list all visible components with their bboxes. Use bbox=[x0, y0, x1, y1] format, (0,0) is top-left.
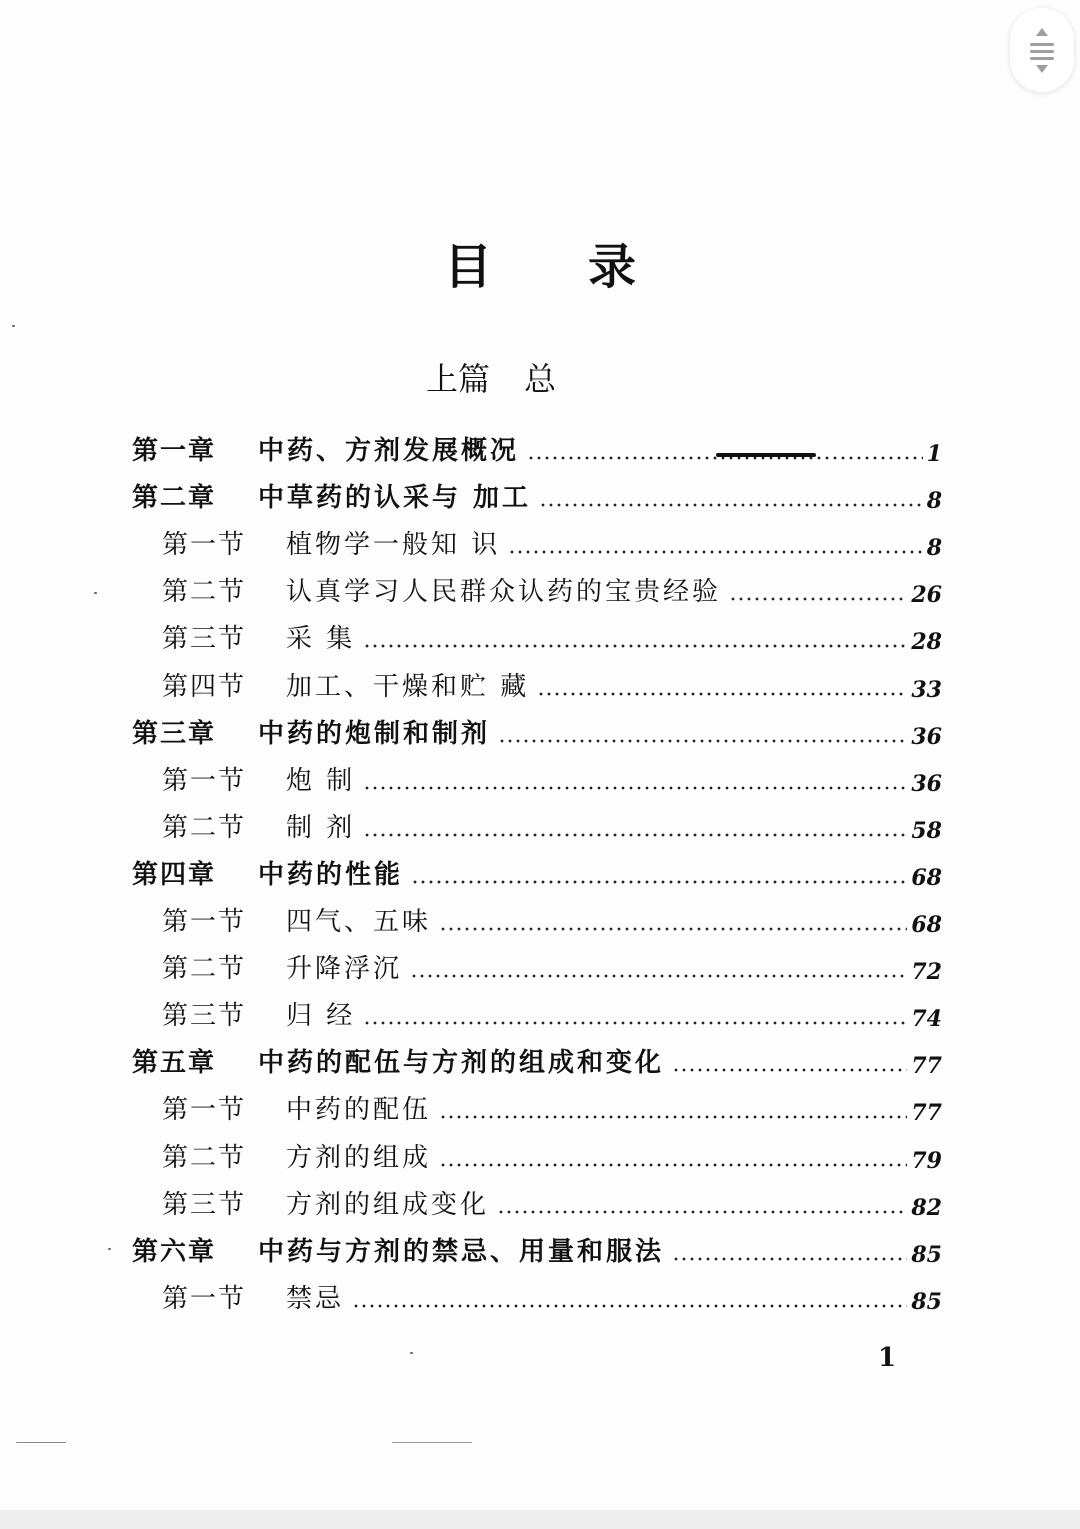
toc-section-row bbox=[162, 522, 942, 569]
toc-page-number: 77 bbox=[911, 1053, 942, 1079]
section-title: 归 经 bbox=[286, 1001, 356, 1031]
toc-section-row bbox=[162, 899, 942, 946]
dot-leader bbox=[497, 1210, 907, 1214]
toc-page-number: 8 bbox=[926, 488, 942, 514]
section-title: 采 集 bbox=[286, 624, 356, 654]
toc-page-number: 82 bbox=[911, 1195, 942, 1221]
dot-leader bbox=[410, 974, 907, 978]
dot-leader bbox=[729, 597, 907, 601]
chapter-number: 第四章 bbox=[132, 860, 217, 890]
page-title bbox=[0, 228, 1080, 298]
section-title: 四气、五味 bbox=[286, 907, 432, 937]
section-number: 第一节 bbox=[162, 530, 247, 560]
toc-page-number: 36 bbox=[911, 724, 942, 750]
toc-page-number: 58 bbox=[911, 818, 942, 844]
section-title: 禁忌 bbox=[286, 1284, 345, 1314]
section-number: 第二节 bbox=[162, 954, 247, 984]
dot-leader bbox=[363, 786, 907, 790]
toc-page-number: 8 bbox=[926, 535, 942, 561]
toc-page-number: 1 bbox=[926, 441, 942, 467]
section-title: 中药的配伍 bbox=[286, 1095, 432, 1125]
scan-speck bbox=[94, 592, 97, 594]
viewer-bottom-strip bbox=[0, 1510, 1080, 1529]
dot-leader bbox=[439, 927, 907, 931]
toc-page-number: 85 bbox=[911, 1242, 942, 1268]
scan-speck bbox=[12, 325, 15, 327]
section-number: 第一节 bbox=[162, 1095, 247, 1125]
toc-page-number: 33 bbox=[911, 677, 942, 703]
chapter-title: 中药、方剂发展概况 bbox=[258, 436, 520, 466]
dot-leader bbox=[539, 503, 923, 507]
toc-section-row bbox=[162, 1087, 942, 1134]
toc-page-number: 72 bbox=[911, 959, 942, 985]
dot-leader bbox=[672, 1068, 907, 1072]
section-title: 认真学习人民群众认药的宝贵经验 bbox=[286, 577, 722, 607]
toc-chapter-row bbox=[132, 852, 942, 899]
scan-speck bbox=[410, 1352, 413, 1354]
chapter-number: 第三章 bbox=[132, 719, 217, 749]
section-number: 第三节 bbox=[162, 1001, 247, 1031]
section-number: 第一节 bbox=[162, 1284, 247, 1314]
section-number: 第二节 bbox=[162, 577, 247, 607]
toc-chapter-row bbox=[132, 475, 942, 522]
part-title-suffix: 总 bbox=[524, 360, 557, 398]
scroll-handle-button[interactable] bbox=[1010, 8, 1074, 92]
section-number: 第二节 bbox=[162, 813, 247, 843]
chapter-number: 第五章 bbox=[132, 1048, 217, 1078]
toc-page-number: 36 bbox=[911, 771, 942, 797]
toc-page-number: 79 bbox=[911, 1148, 942, 1174]
section-number: 第四节 bbox=[162, 672, 247, 702]
section-number: 第一节 bbox=[162, 766, 247, 796]
chapter-title: 中草药的认采与 加工 bbox=[258, 483, 532, 513]
toc-chapter-row bbox=[132, 428, 942, 475]
toc-section-row bbox=[162, 946, 942, 993]
section-title: 方剂的组成变化 bbox=[286, 1190, 490, 1220]
chapter-number: 第一章 bbox=[132, 436, 217, 466]
dot-leader bbox=[498, 739, 907, 743]
toc-page-number: 74 bbox=[911, 1006, 942, 1032]
dot-leader bbox=[537, 692, 907, 696]
dot-leader bbox=[363, 1021, 907, 1025]
section-number: 第二节 bbox=[162, 1143, 247, 1173]
toc-page-number: 68 bbox=[911, 912, 942, 938]
toc-section-row bbox=[162, 616, 942, 663]
section-title: 升降浮沉 bbox=[286, 954, 403, 984]
scan-speck bbox=[16, 1442, 66, 1443]
page-title-char-2: 录 bbox=[588, 239, 637, 295]
dot-leader bbox=[672, 1257, 907, 1261]
toc-chapter-row bbox=[132, 1229, 942, 1276]
chapter-title: 中药的性能 bbox=[258, 860, 404, 890]
toc-page-number: 28 bbox=[911, 629, 942, 655]
scroll-handle-icon bbox=[1010, 8, 1074, 92]
toc-section-row bbox=[162, 805, 942, 852]
toc-chapter-row bbox=[132, 711, 942, 758]
page-title-char-1: 目 bbox=[444, 239, 493, 295]
chapter-number: 第六章 bbox=[132, 1237, 217, 1267]
toc-section-row bbox=[162, 1182, 942, 1229]
toc-section-row bbox=[162, 1276, 942, 1323]
chapter-title: 中药的配伍与方剂的组成和变化 bbox=[258, 1048, 665, 1078]
toc-section-row bbox=[162, 758, 942, 805]
toc-section-row bbox=[162, 664, 942, 711]
scan-speck bbox=[108, 1248, 111, 1250]
toc-section-row bbox=[162, 1135, 942, 1182]
section-number: 第一节 bbox=[162, 907, 247, 937]
section-number: 第三节 bbox=[162, 624, 247, 654]
chapter-number: 第二章 bbox=[132, 483, 217, 513]
toc-page-number: 77 bbox=[911, 1100, 942, 1126]
scan-speck bbox=[392, 1442, 472, 1443]
part-title-name: 上篇 bbox=[426, 360, 491, 398]
dot-leader bbox=[411, 880, 907, 884]
dot-leader bbox=[439, 1115, 907, 1119]
chapter-title: 中药的炮制和制剂 bbox=[258, 719, 491, 749]
section-number: 第三节 bbox=[162, 1190, 247, 1220]
toc-section-row bbox=[162, 993, 942, 1040]
dot-leader bbox=[363, 644, 907, 648]
toc-page-number: 68 bbox=[911, 865, 942, 891]
toc-page-number: 85 bbox=[911, 1289, 942, 1315]
part-title bbox=[0, 354, 1080, 404]
chapter-title: 中药与方剂的禁忌、用量和服法 bbox=[258, 1237, 665, 1267]
toc-chapter-row bbox=[132, 1040, 942, 1087]
dot-leader bbox=[363, 833, 907, 837]
dot-leader bbox=[352, 1304, 907, 1308]
section-title: 炮 制 bbox=[286, 766, 356, 796]
dot-leader bbox=[439, 1163, 907, 1167]
toc-section-row bbox=[162, 569, 942, 616]
dot-leader bbox=[508, 550, 922, 554]
print-mark bbox=[716, 453, 816, 457]
section-title: 方剂的组成 bbox=[286, 1143, 432, 1173]
section-title: 植物学一般知 识 bbox=[286, 530, 501, 560]
section-title: 制 剂 bbox=[286, 813, 356, 843]
toc-page-number: 26 bbox=[911, 582, 942, 608]
page-number: 1 bbox=[878, 1343, 897, 1373]
section-title: 加工、干燥和贮 藏 bbox=[286, 672, 530, 702]
